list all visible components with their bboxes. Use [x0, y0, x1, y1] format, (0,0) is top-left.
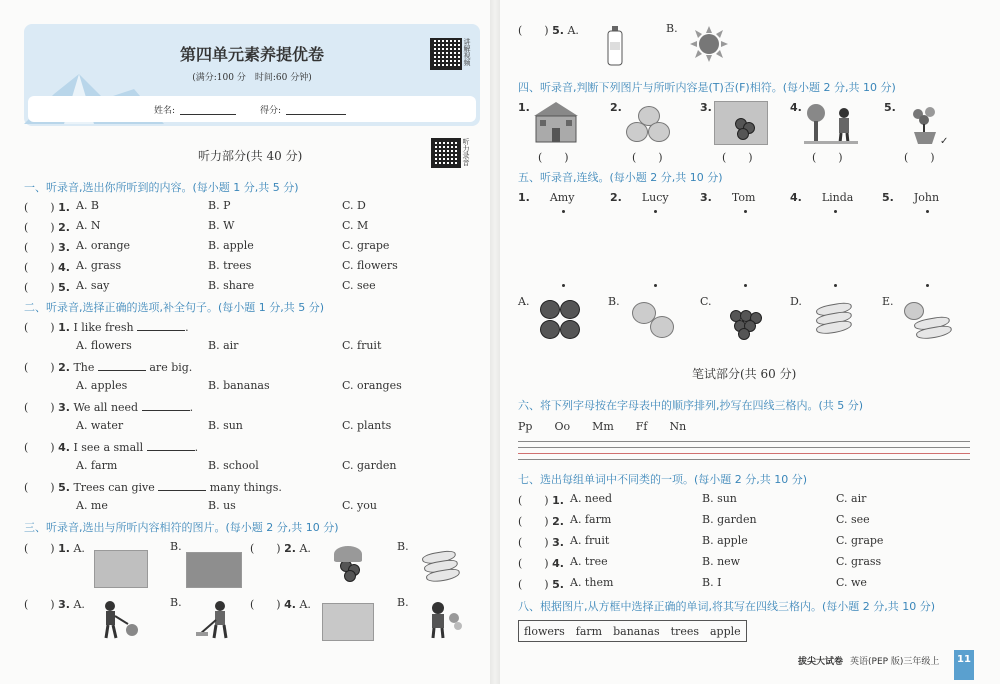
- sentence-start: I like fresh: [73, 321, 134, 334]
- footer-course: 英语(PEP 版)三年级上: [850, 657, 940, 667]
- option-a: A. say: [76, 279, 110, 292]
- s3-q4-b: B.: [397, 596, 409, 609]
- s2-question: [24, 479, 282, 495]
- option-b: B. air: [208, 339, 239, 352]
- connect-dot[interactable]: [926, 284, 929, 287]
- connect-dot[interactable]: [834, 210, 837, 213]
- connect-dot[interactable]: [562, 210, 565, 213]
- s3-q3-b: B.: [170, 596, 182, 609]
- option-c: C. flowers: [342, 259, 398, 272]
- s4-answer-4[interactable]: ( ): [812, 151, 843, 164]
- option-b: B. school: [208, 459, 259, 472]
- s1-row: [24, 239, 464, 255]
- s1-row: [24, 199, 464, 215]
- option-b: B. sun: [208, 419, 243, 432]
- name-field[interactable]: [180, 102, 236, 115]
- s5-name-1: [518, 191, 574, 204]
- s1-row: [24, 279, 464, 295]
- sentence-end: .: [194, 441, 199, 454]
- option-b: B. I: [702, 576, 722, 589]
- girl-with-tree-picture: [804, 101, 858, 145]
- s5-name-4: [790, 191, 853, 204]
- s5-letter-b: B.: [608, 295, 620, 308]
- connect-dot[interactable]: [834, 284, 837, 287]
- connect-dot[interactable]: [654, 284, 657, 287]
- fill-blank[interactable]: [147, 440, 195, 451]
- s5-letter-d: D.: [790, 295, 802, 308]
- s3-q2: [250, 540, 311, 556]
- score-field[interactable]: [286, 102, 346, 115]
- answer-blank[interactable]: ( ): [518, 515, 549, 528]
- option-c: C. air: [836, 492, 867, 505]
- answer-blank[interactable]: ( ): [24, 221, 55, 234]
- question-number: 3.: [552, 536, 564, 549]
- left-page: [0, 0, 490, 684]
- option-c: C. plants: [342, 419, 392, 432]
- sentence-end: .: [189, 401, 194, 414]
- option-b: B. trees: [208, 259, 252, 272]
- question-number: 4.: [552, 557, 564, 570]
- oranges-picture: [624, 104, 674, 144]
- question-number: 4.: [284, 598, 296, 611]
- answer-blank[interactable]: ( ): [518, 536, 549, 549]
- option-a: A. fruit: [570, 534, 610, 547]
- question-number: 1.: [58, 542, 70, 555]
- option-c: C. see: [836, 513, 870, 526]
- score-time-note: (满分:100 分 时间:60 分钟): [192, 73, 312, 83]
- option-a: A. tree: [570, 555, 608, 568]
- section-2-title: 二、听录音,选择正确的选项,补全句子。(每小题 1 分,共 5 分): [24, 301, 325, 314]
- banana-orange-picture-e: [904, 300, 952, 340]
- option-c: C. you: [342, 499, 377, 512]
- s5-letter-e: E.: [882, 295, 894, 308]
- question-number: 2.: [58, 361, 70, 374]
- section-6-title: 六、将下列字母按在字母表中的顺序排列,抄写在四线三格内。(共 5 分): [518, 399, 864, 412]
- question-number: 3.: [58, 598, 70, 611]
- option-a: A. them: [570, 576, 614, 589]
- option-b: B. apple: [702, 534, 748, 547]
- section-7-title: 七、选出每组单词中不同类的一项。(每小题 2 分,共 10 分): [518, 473, 808, 486]
- connect-dot[interactable]: [744, 284, 747, 287]
- sentence-end: .: [185, 321, 189, 334]
- question-number: 2.: [284, 542, 296, 555]
- name-label: 姓名:: [154, 106, 176, 116]
- footer-brand: 拔尖大试卷: [798, 657, 844, 667]
- s4-num-1: 1.: [518, 101, 530, 114]
- s3-q1: [24, 540, 85, 556]
- option-a: A. water: [76, 419, 124, 432]
- name-label: Tom: [731, 191, 756, 204]
- kids-planting-tree-picture: [322, 603, 374, 641]
- sentence-start: Trees can give: [73, 481, 155, 494]
- section-8-title: 八、根据图片,从方框中选择正确的单词,将其写在四线三格内。(每小题 2 分,共 10 分): [518, 600, 936, 613]
- answer-blank[interactable]: ( ): [250, 542, 281, 555]
- option-b: B. apple: [208, 239, 254, 252]
- option-b: B. P: [208, 199, 231, 212]
- option-a: A. flowers: [76, 339, 132, 352]
- grapes-picture-c: [726, 300, 760, 340]
- option-a: A.: [567, 24, 579, 37]
- flower-pot-picture: [908, 104, 942, 144]
- s4-num-4: 4.: [790, 101, 802, 114]
- word-box: flowers farm bananas trees apple: [518, 620, 747, 642]
- section-5-title: 五、听录音,连线。(每小题 2 分,共 10 分): [518, 171, 723, 184]
- sentence-end: are big.: [149, 361, 193, 374]
- s3-q3: [24, 596, 85, 612]
- water-bottle-picture: [606, 26, 624, 66]
- name-score-bar: [28, 96, 476, 122]
- option-a: A. N: [76, 219, 101, 232]
- option-a: A. apples: [76, 379, 128, 392]
- question-number: 3.: [700, 191, 712, 204]
- s7-row: [518, 576, 968, 592]
- s4-answer-1[interactable]: ( ): [538, 151, 569, 164]
- s5-name-3: [700, 191, 755, 204]
- farm-animals-picture: [94, 550, 148, 588]
- score-label: 得分:: [260, 106, 282, 116]
- answer-blank[interactable]: ( ): [24, 321, 55, 334]
- answer-blank[interactable]: ( ): [24, 598, 55, 611]
- name-label: Linda: [821, 191, 854, 204]
- question-number: 4.: [58, 261, 70, 274]
- option-b: B. sun: [702, 492, 737, 505]
- section-4-title: 四、听录音,判断下列图片与所听内容是(T)否(F)相符。(每小题 2 分,共 10 分): [518, 81, 896, 94]
- option-b: B. W: [208, 219, 235, 232]
- question-number: 2.: [610, 191, 622, 204]
- option-c: C. D: [342, 199, 366, 212]
- question-number: 2.: [552, 515, 564, 528]
- option-c: C. see: [342, 279, 376, 292]
- s3-q4: [250, 596, 311, 612]
- answer-blank[interactable]: ( ): [518, 494, 549, 507]
- answer-blank[interactable]: ( ): [24, 261, 55, 274]
- s4-answer-2[interactable]: ( ): [632, 151, 663, 164]
- oranges-picture-b: [630, 300, 676, 340]
- listening-title: 听力部分(共 40 分): [198, 149, 303, 163]
- answer-blank[interactable]: ( ): [24, 441, 55, 454]
- question-number: 3.: [58, 241, 70, 254]
- page-number: 11: [957, 654, 971, 665]
- listening-qr-label: 听力录音: [462, 138, 470, 166]
- girl-gardening-picture: [196, 598, 244, 640]
- s5-letter-a: A.: [518, 295, 530, 308]
- s4-answer-3[interactable]: ( ): [722, 151, 753, 164]
- page-gutter: [490, 0, 500, 684]
- section-3-title: 三、听录音,选出与所听内容相符的图片。(每小题 2 分,共 10 分): [24, 521, 339, 534]
- option-c: C. fruit: [342, 339, 382, 352]
- option-a: A. farm: [570, 513, 612, 526]
- answer-blank[interactable]: ( ): [518, 578, 549, 591]
- question-number: 3.: [58, 401, 70, 414]
- sun-picture: [690, 26, 728, 62]
- answer-blank[interactable]: ( ): [24, 401, 55, 414]
- option-a: A. me: [76, 499, 108, 512]
- question-number: 4.: [58, 441, 70, 454]
- question-number: 5.: [552, 24, 564, 37]
- sec3-q5: [518, 22, 579, 38]
- connect-dot[interactable]: [926, 210, 929, 213]
- grapes-picture: [328, 546, 368, 582]
- answer-blank[interactable]: ( ): [24, 481, 55, 494]
- s3-q1-b: B.: [170, 540, 182, 553]
- sentence-start: The: [73, 361, 95, 374]
- question-number: 5.: [58, 481, 70, 494]
- s5-letter-c: C.: [700, 295, 712, 308]
- question-number: 5.: [58, 281, 70, 294]
- s4-num-5: 5.: [884, 101, 896, 114]
- question-number: 4.: [790, 191, 802, 204]
- sentence-start: We all need: [73, 401, 139, 414]
- connect-dot[interactable]: [654, 210, 657, 213]
- question-number: 5.: [552, 578, 564, 591]
- right-page: [500, 0, 1000, 684]
- fill-blank[interactable]: [137, 320, 185, 331]
- option-b: B. garden: [702, 513, 757, 526]
- page-title: 第四单元素养提优卷: [179, 45, 324, 64]
- question-number: 1.: [58, 201, 70, 214]
- alphabet-letters: Pp Oo Mm Ff Nn: [518, 420, 687, 433]
- option-c: C. grape: [836, 534, 884, 547]
- question-number: 1.: [552, 494, 564, 507]
- s2-question: [24, 319, 189, 335]
- checkmark: ✓: [940, 136, 949, 147]
- answer-blank[interactable]: ( ): [24, 241, 55, 254]
- s1-row: [24, 259, 464, 275]
- sentence-start: I see a small: [73, 441, 144, 454]
- answer-blank[interactable]: ( ): [24, 361, 55, 374]
- answer-blank[interactable]: ( ): [24, 281, 55, 294]
- answer-blank[interactable]: ( ): [24, 201, 55, 214]
- grape-vine-picture: [714, 101, 768, 145]
- option-a: A. orange: [76, 239, 131, 252]
- qr-code[interactable]: [430, 38, 462, 70]
- answer-blank[interactable]: ( ): [518, 557, 549, 570]
- bananas-picture: [420, 548, 460, 582]
- option-a: A. farm: [76, 459, 118, 472]
- s7-row: [518, 555, 968, 571]
- option-b: B. bananas: [208, 379, 270, 392]
- fill-blank[interactable]: [142, 400, 190, 411]
- answer-blank[interactable]: ( ): [518, 24, 549, 37]
- s4-num-2: 2.: [610, 101, 622, 114]
- question-number: 1.: [58, 321, 70, 334]
- answer-blank[interactable]: ( ): [250, 598, 281, 611]
- s5-name-2: [610, 191, 669, 204]
- child-with-flowers-picture: [424, 600, 464, 640]
- s7-row: [518, 513, 968, 529]
- question-number: 5.: [882, 191, 894, 204]
- name-label: Amy: [549, 191, 575, 204]
- qr-label: 讲解视频: [463, 38, 471, 66]
- fill-blank[interactable]: [98, 360, 146, 371]
- page-number-tab: [954, 650, 974, 680]
- s4-answer-5[interactable]: ( ): [904, 151, 935, 164]
- section-1-title: 一、听录音,选出你所听到的内容。(每小题 1 分,共 5 分): [24, 181, 299, 194]
- option-a: A. grass: [76, 259, 122, 272]
- option-a: A.: [299, 542, 311, 555]
- option-b: B. us: [208, 499, 236, 512]
- bananas-picture-d: [814, 300, 854, 336]
- s3-q2-b: B.: [397, 540, 409, 553]
- s7-row: [518, 492, 968, 508]
- name-label: John: [913, 191, 940, 204]
- option-b: B. share: [208, 279, 255, 292]
- answer-blank[interactable]: ( ): [24, 542, 55, 555]
- question-number: 1.: [518, 191, 530, 204]
- school-building-picture: [530, 100, 582, 144]
- option-c: C. garden: [342, 459, 397, 472]
- connect-dot[interactable]: [562, 284, 565, 287]
- option-c: C. oranges: [342, 379, 402, 392]
- s2-question: [24, 439, 198, 455]
- sentence-end: many things.: [209, 481, 282, 494]
- s1-row: [24, 219, 464, 235]
- option-a: A.: [73, 598, 85, 611]
- sec3-q5-b: B.: [666, 22, 678, 35]
- s7-row: [518, 534, 968, 550]
- s5-name-5: [882, 191, 939, 204]
- option-a: A. need: [570, 492, 613, 505]
- option-c: C. M: [342, 219, 369, 232]
- header-banner: [24, 24, 480, 126]
- option-c: C. we: [836, 576, 867, 589]
- option-c: C. grass: [836, 555, 882, 568]
- s2-question: [24, 399, 193, 415]
- option-a: A.: [73, 542, 85, 555]
- apples-picture: [538, 298, 584, 340]
- option-a: A.: [299, 598, 311, 611]
- question-number: 2.: [58, 221, 70, 234]
- connect-dot[interactable]: [744, 210, 747, 213]
- option-b: B. new: [702, 555, 741, 568]
- s2-question: [24, 359, 192, 375]
- option-c: C. grape: [342, 239, 390, 252]
- s4-num-3: 3.: [700, 101, 712, 114]
- option-a: A. B: [76, 199, 100, 212]
- fill-blank[interactable]: [158, 480, 206, 491]
- written-title: 笔试部分(共 60 分): [692, 367, 797, 381]
- farm-field-picture: [186, 552, 242, 588]
- person-planting-picture: [96, 598, 144, 640]
- name-label: Lucy: [641, 191, 669, 204]
- listening-qr-code[interactable]: [431, 138, 461, 168]
